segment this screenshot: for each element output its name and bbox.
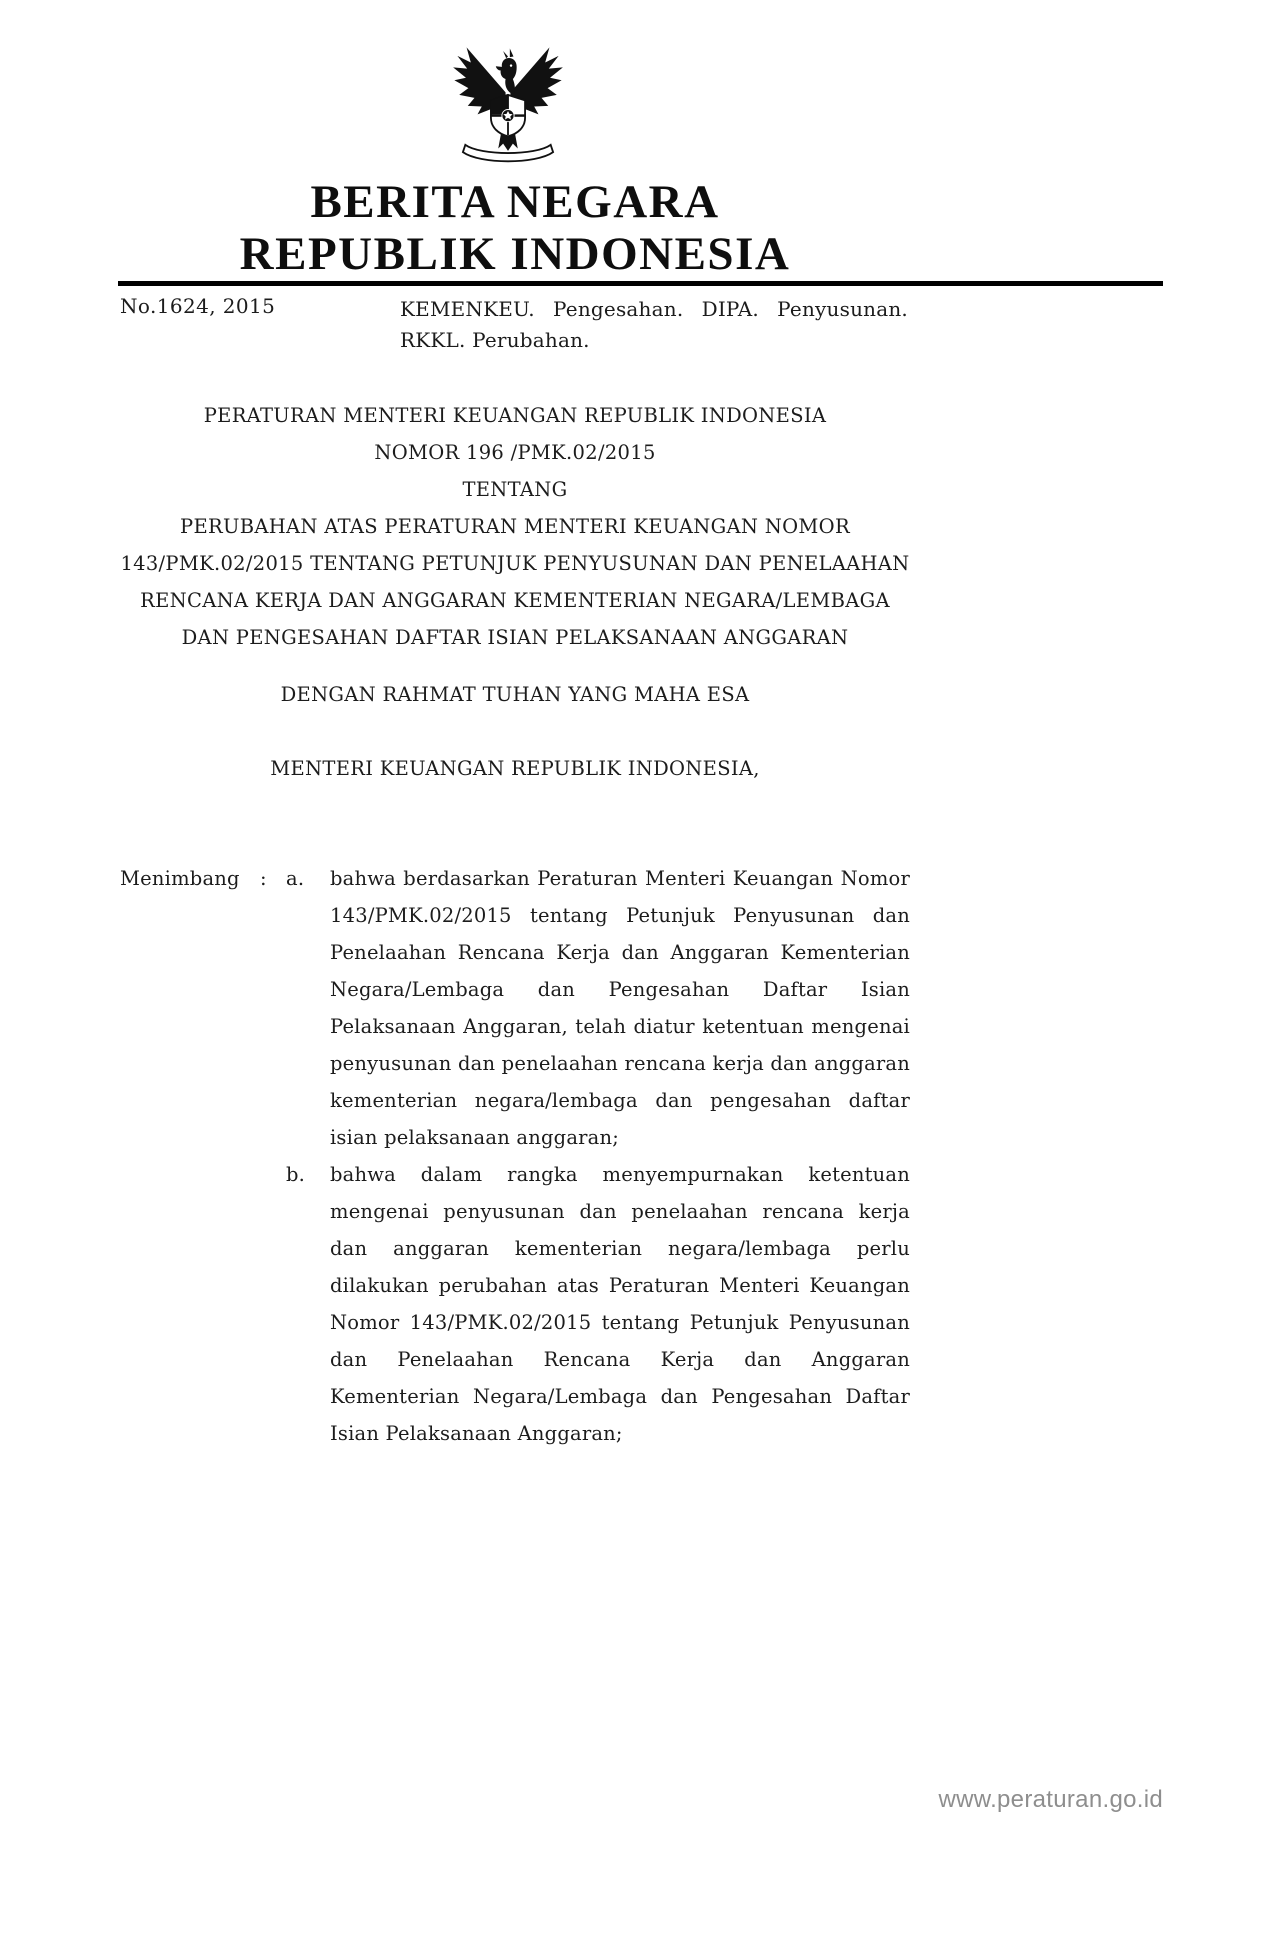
watermark-url: www.peraturan.go.id	[938, 1786, 1163, 1813]
invocation-line: DENGAN RAHMAT TUHAN YANG MAHA ESA	[280, 683, 750, 706]
garuda-pancasila-emblem	[447, 40, 569, 168]
garuda-pancasila-icon	[447, 40, 569, 168]
decree-title-line-6: RENCANA KERJA DAN ANGGARAN KEMENTERIAN NEGARA/LEMBAGA	[140, 589, 890, 612]
subject-line1: KEMENKEU. Pengesahan. DIPA. Penyusunan.	[400, 297, 908, 321]
subject-keywords	[400, 294, 908, 356]
authority-line: MENTERI KEUANGAN REPUBLIK INDONESIA,	[270, 757, 760, 780]
masthead-line1: BERITA NEGARA	[310, 176, 720, 228]
decree-title-line-7: DAN PENGESAHAN DAFTAR ISIAN PELAKSANAAN ANGGARAN	[181, 626, 849, 649]
spacer-cell	[260, 1156, 286, 1452]
considering-separator: :	[260, 867, 267, 890]
considering-item-a-text: bahwa berdasarkan Peraturan Menteri Keuangan Nomor 143/PMK.02/2015 tentang Petunjuk Penyusunan dan Penelaahan Rencana Kerja dan Anggaran Kementerian Negara/Lembaga dan Pengesahan Daftar Isian Pelaksanaan Anggaran, telah diatur ketentuan mengenai penyusunan dan penelaahan rencana kerja dan anggaran kementerian negara/lembaga dan pengesahan daftar isian pelaksanaan anggaran;	[330, 867, 910, 1149]
spacer-cell	[120, 1156, 260, 1452]
masthead-divider	[118, 281, 1163, 286]
masthead	[120, 176, 910, 280]
decree-title-line-5: 143/PMK.02/2015 TENTANG PETUNJUK PENYUSUNAN DAN PENELAAHAN	[120, 552, 910, 575]
decree-title-line-4: PERUBAHAN ATAS PERATURAN MENTERI KEUANGAN NOMOR	[180, 515, 850, 538]
decree-title-block	[120, 397, 910, 656]
issue-number: No.1624, 2015	[120, 294, 276, 318]
considering-item-b-marker: b.	[286, 1163, 306, 1186]
masthead-line2: REPUBLIK INDONESIA	[239, 228, 791, 280]
considering-item-b-text: bahwa dalam rangka menyempurnakan ketentuan mengenai penyusunan dan penelaahan rencana kerja dan anggaran kementerian negara/lembaga perlu dilakukan perubahan atas Peraturan Menteri Keuangan Nomor 143/PMK.02/2015 tentang Petunjuk Penyusunan dan Penelaahan Rencana Kerja dan Anggaran Kementerian Negara/Lembaga dan Pengesahan Daftar Isian Pelaksanaan Anggaran;	[330, 1163, 910, 1445]
considering-item-a-marker: a.	[286, 867, 305, 890]
decree-title-line-2: NOMOR 196 /PMK.02/2015	[374, 441, 656, 464]
considering-section	[120, 860, 910, 1452]
subject-line2: RKKL. Perubahan.	[400, 328, 590, 352]
considering-label: Menimbang	[120, 867, 240, 890]
decree-title-line-1: PERATURAN MENTERI KEUANGAN REPUBLIK INDONESIA	[203, 404, 827, 427]
decree-title-line-3: TENTANG	[462, 478, 568, 501]
